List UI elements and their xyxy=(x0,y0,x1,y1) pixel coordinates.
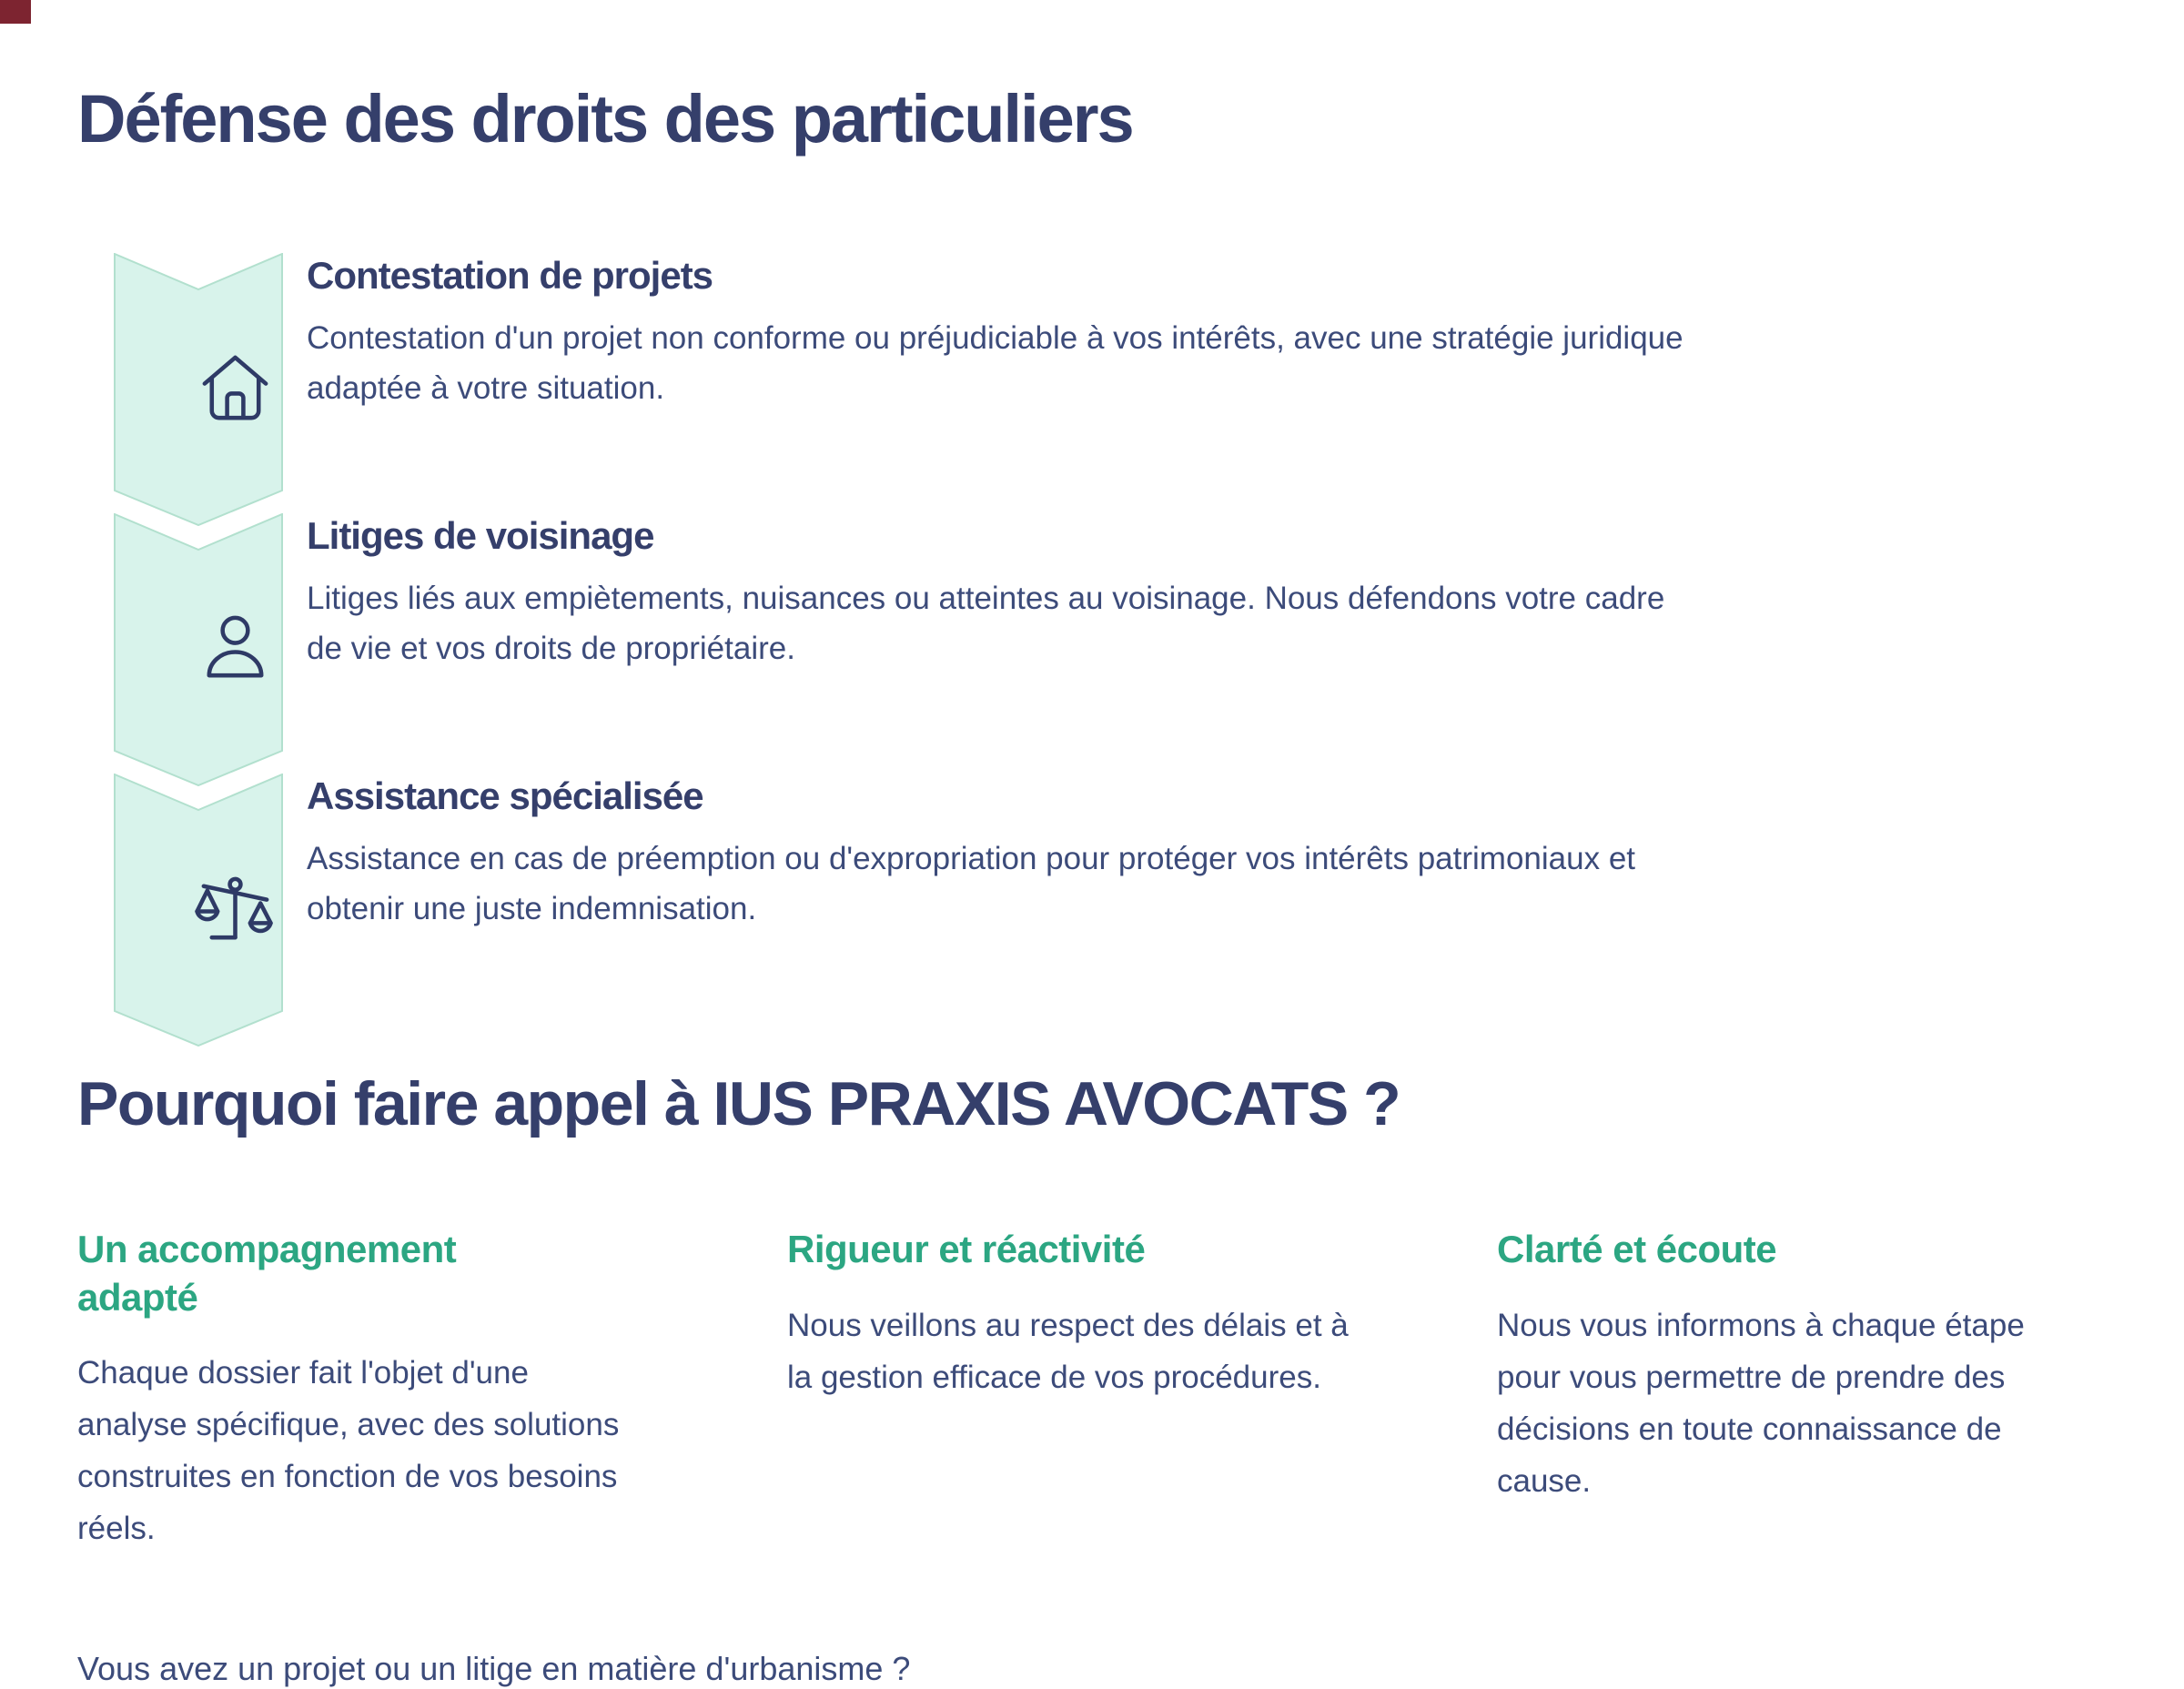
service-text xyxy=(307,513,2107,673)
reason-description: Chaque dossier fait l'objet d'une analyse spécifique, avec des solutions construites en fonction de vos besoins réels. xyxy=(77,1355,620,1547)
reason-description: Nous vous informons à chaque étape pour vous permettre de prendre des décisions en toute connaissance de cause. xyxy=(1497,1307,2025,1499)
service-text xyxy=(307,774,2107,934)
chevron-shape xyxy=(114,513,283,786)
home-icon xyxy=(192,346,278,432)
service-description: Contestation d'un projet non conforme ou préjudiciable à vos intérêts, avec une stratégie juridique adaptée à votre situation. xyxy=(307,320,1684,407)
service-title: Assistance spécialisée xyxy=(307,774,703,818)
service-description: Assistance en cas de préemption ou d'expropriation pour protéger vos intérêts patrimoniaux et obtenir une juste indemnisation. xyxy=(307,841,1636,927)
cta-question: Vous avez un projet ou un litige en matière d'urbanisme ? xyxy=(77,1650,911,1688)
services-section xyxy=(77,253,2107,1017)
reason-title: Clarté et écoute xyxy=(1497,1228,1777,1271)
service-row-contestation xyxy=(77,253,2107,497)
reason-rigueur xyxy=(787,1226,1397,1554)
page-title: Défense des droits des particuliers xyxy=(77,81,1133,157)
service-row-voisinage xyxy=(77,513,2107,757)
chevron-shape xyxy=(114,774,283,1047)
reason-title: Un accompagnement adapté xyxy=(77,1228,457,1319)
reason-clarte xyxy=(1497,1226,2107,1554)
scales-icon xyxy=(192,866,278,953)
service-title: Litiges de voisinage xyxy=(307,514,654,558)
reason-accompagnement xyxy=(77,1226,687,1554)
chevron-shape xyxy=(114,253,283,526)
reason-title: Rigueur et réactivité xyxy=(787,1228,1146,1271)
why-section-title: Pourquoi faire appel à IUS PRAXIS AVOCATS ? xyxy=(77,1069,1400,1139)
service-row-assistance xyxy=(77,774,2107,1017)
service-title: Contestation de projets xyxy=(307,254,713,298)
reason-description: Nous veillons au respect des délais et à la gestion efficace de vos procédures. xyxy=(787,1307,1349,1395)
corner-fragment xyxy=(0,0,31,24)
service-description: Litiges liés aux empiètements, nuisances ou atteintes au voisinage. Nous défendons votre cadre de vie et vos droits de propriétaire. xyxy=(307,581,1665,667)
reasons-section xyxy=(77,1226,2107,1554)
service-text xyxy=(307,253,2107,413)
person-icon xyxy=(192,606,278,693)
